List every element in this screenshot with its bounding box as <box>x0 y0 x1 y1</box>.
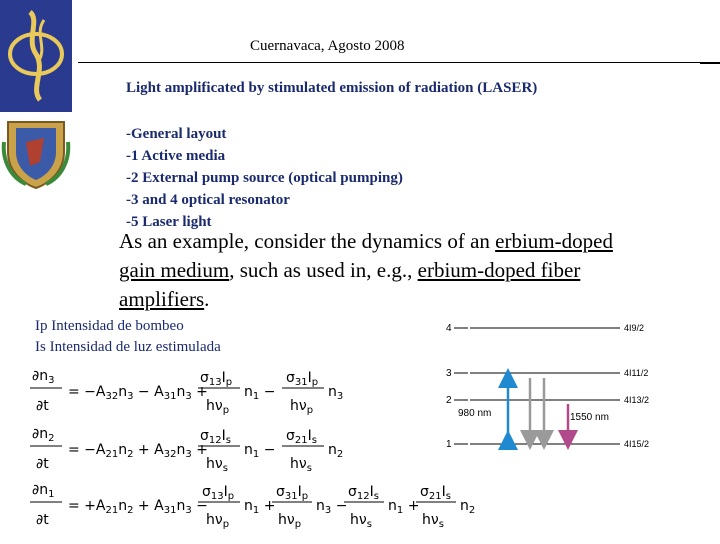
outline-item: -2 External pump source (optical pumping) <box>126 170 403 186</box>
outline-item: -1 Active media <box>126 148 226 164</box>
svg-text:σ31Ip: $\sigma_{31}I_p$ <box>286 370 319 388</box>
erbium-fiber-amplifier-link[interactable]: erbium-doped fiber amplifiers <box>119 258 581 311</box>
svg-text:σ12Is: $\sigma_{12}I_s$ <box>348 484 379 502</box>
svg-text:n2: $n_2$ <box>328 442 344 460</box>
svg-text:= +A21n2 + A31n3 −: = $+A_{21}n_2 + A_{31}n_3$ − <box>68 498 208 516</box>
pump-wavelength-label: 980 nm <box>458 408 492 419</box>
unam-seal <box>0 112 72 192</box>
notes <box>35 316 221 358</box>
svg-text:hνs: $h\nu_s$ <box>290 456 312 474</box>
svg-text:σ13Ip: $\sigma_{13}I_p$ <box>202 484 235 502</box>
rate-equation-n3 <box>30 368 343 416</box>
example-paragraph <box>119 227 639 314</box>
svg-text:= −A32n3 − A31n3 +: = $-A_{32}n_3 - A_{31}n_3$ + <box>68 384 208 402</box>
svg-text:∂n1: $\partial n_1$ <box>32 482 55 500</box>
svg-text:hνp: $h\nu_p$ <box>278 512 302 530</box>
svg-text:∂t: ∂t <box>36 512 49 528</box>
svg-text:n2: $n_2$ <box>460 498 476 516</box>
erbium-gain-medium-link[interactable]: erbium-doped gain medium <box>119 229 613 282</box>
svg-text:n1 +: $n_1$ + <box>244 498 276 516</box>
svg-text:hνp: $h\nu_p$ <box>290 398 314 416</box>
slide-title: Light amplificated by stimulated emission of radiation (LASER) <box>126 80 538 96</box>
example-text: As an example, consider the dynamics of an <box>119 229 496 253</box>
svg-text:n3 −: $n_3$ − <box>316 498 348 516</box>
svg-text:hνs: $h\nu_s$ <box>350 512 372 530</box>
svg-text:∂n3: $\partial n_3$ <box>32 368 55 386</box>
emission-wavelength-label: 1550 nm <box>570 412 609 423</box>
svg-text:n3: $n_3$ <box>328 384 344 402</box>
svg-text:∂t: ∂t <box>36 398 49 414</box>
svg-text:σ13Ip: $\sigma_{13}I_p$ <box>200 370 233 388</box>
ipn-logo <box>0 0 72 112</box>
note-stimulated-intensity: Is Intensidad de luz estimulada <box>35 339 221 355</box>
header-divider <box>78 62 720 63</box>
svg-text:n1 +: $n_1$ + <box>388 498 420 516</box>
example-text: . <box>204 287 210 311</box>
svg-text:σ21Is: $\sigma_{21}I_s$ <box>286 428 317 446</box>
svg-text:∂t: ∂t <box>36 456 49 472</box>
svg-text:σ12Is: $\sigma_{12}I_s$ <box>200 428 231 446</box>
note-pump-intensity: Ip Intensidad de bombeo <box>35 318 184 334</box>
rate-equation-n1 <box>30 482 475 530</box>
example-text: , such as used in, e.g., <box>229 258 418 282</box>
header-divider-end <box>700 62 720 64</box>
svg-text:n1 −: $n_1$ − <box>244 384 276 402</box>
svg-text:∂n2: $\partial n_2$ <box>32 426 55 444</box>
svg-text:n1 −: $n_1$ − <box>244 442 276 460</box>
rate-equations <box>0 366 520 540</box>
level-number: 1 <box>446 439 452 450</box>
svg-text:hνs: $h\nu_s$ <box>422 512 444 530</box>
svg-text:hνs: $h\nu_s$ <box>206 456 228 474</box>
level-number: 3 <box>446 368 452 379</box>
svg-text:σ31Ip: $\sigma_{31}I_p$ <box>276 484 309 502</box>
outline-list <box>126 123 403 233</box>
header-date: Cuernavaca, Agosto 2008 <box>250 38 405 54</box>
rate-equation-n2 <box>30 426 343 474</box>
outline-item: -General layout <box>126 126 227 142</box>
level-term: 4I11/2 <box>624 368 649 378</box>
level-term: 4I9/2 <box>624 323 645 333</box>
level-term: 4I15/2 <box>624 439 650 449</box>
level-term: 4I13/2 <box>624 395 650 405</box>
outline-item: -5 Laser light <box>126 214 212 230</box>
level-number: 2 <box>446 395 452 406</box>
level-number: 4 <box>446 323 452 334</box>
svg-text:hνp: $h\nu_p$ <box>206 398 230 416</box>
svg-text:σ21Is: $\sigma_{21}I_s$ <box>420 484 451 502</box>
svg-text:= −A21n2 + A32n3 +: = $-A_{21}n_2 + A_{32}n_3$ + <box>68 442 208 460</box>
outline-item: -3 and 4 optical resonator <box>126 192 290 208</box>
svg-text:hνp: $h\nu_p$ <box>206 512 230 530</box>
